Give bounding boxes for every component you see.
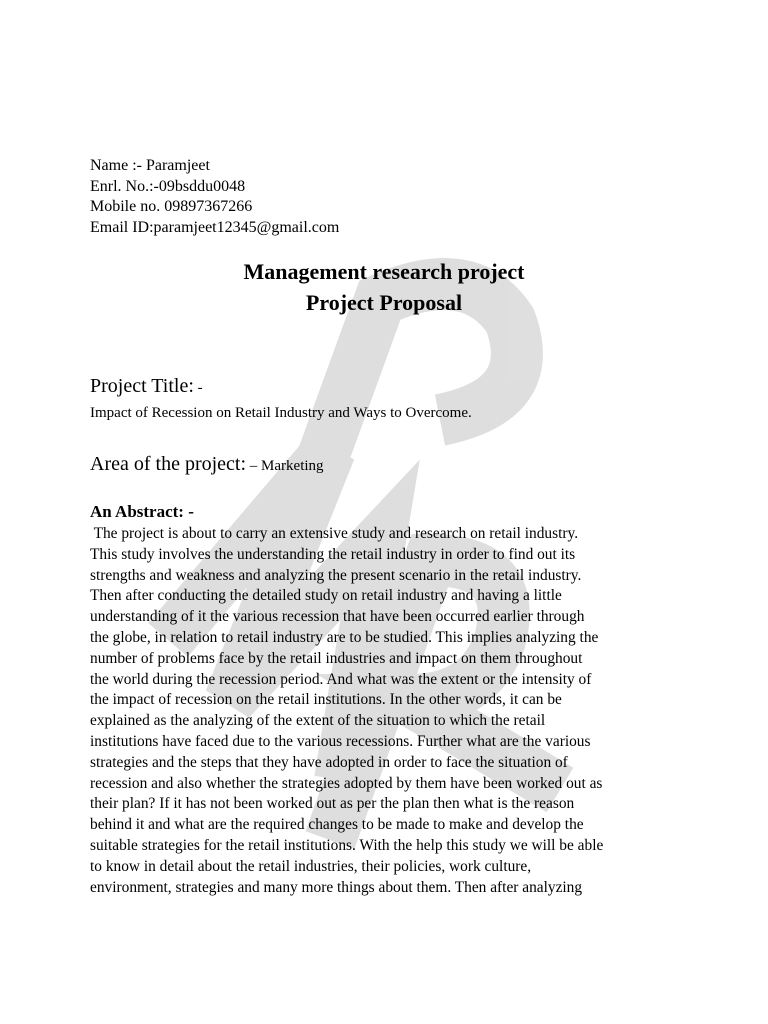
abstract-line: the world during the recession period. And what was the extent or the intensity of — [90, 670, 592, 688]
project-title-label: Project Title: — [90, 375, 194, 397]
abstract-line: explained as the analyzing of the extent of the situation to which the retail — [90, 712, 546, 730]
abstract-line: This study involves the understanding the retail industry in order to find out its — [90, 545, 576, 563]
project-title-text: Impact of Recession on Retail Industry and Ways to Overcome. — [90, 405, 472, 421]
abstract-line: behind it and what are the required changes to be made to make and develop the — [90, 816, 584, 834]
abstract-line: strengths and weakness and analyzing the present scenario in the retail industry. — [90, 566, 582, 584]
project-title-heading — [90, 373, 670, 401]
abstract-line: number of problems face by the retail industries and impact on them throughout — [90, 649, 583, 667]
area-value: – Marketing — [246, 458, 324, 474]
title-line-2: Project Proposal — [305, 290, 463, 315]
abstract-line: The project is about to carry an extensive study and research on retail industry. — [90, 525, 579, 542]
document-title — [90, 256, 678, 318]
abstract-label: An Abstract: — [90, 502, 184, 521]
abstract-heading — [90, 501, 670, 523]
mobile-number: Mobile no. 09897367266 — [90, 198, 253, 215]
abstract-line: environment, strategies and many more things about them. Then after analyzing — [90, 878, 583, 896]
email-id: Email ID:paramjeet12345@gmail.com — [90, 218, 340, 236]
area-heading — [90, 451, 670, 479]
abstract-line: Then after conducting the detailed study on retail industry and having a little — [90, 587, 562, 605]
abstract-body — [90, 524, 670, 898]
area-label: Area of the project: — [90, 453, 247, 475]
project-title-dash: - — [193, 380, 203, 396]
abstract-line: their plan? If it has not been worked out as per the plan then what is the reason — [90, 795, 575, 813]
abstract-line: understanding of it the various recession that have been occurred earlier through — [90, 608, 585, 626]
abstract-dash: - — [183, 502, 194, 521]
abstract-line: the globe, in relation to retail industry are to be studied. This implies analyzing the — [90, 628, 599, 646]
abstract-line: to know in detail about the retail industries, their policies, work culture, — [90, 857, 532, 875]
document-content — [90, 156, 670, 898]
abstract-line: suitable strategies for the retail institutions. With the help this study we will be able — [90, 836, 604, 854]
enrollment-number: Enrl. No.:-09bsddu0048 — [90, 177, 246, 195]
abstract-line: institutions have faced due to the various recessions. Further what are the various — [90, 732, 591, 750]
abstract-line: strategies and the steps that they have adopted in order to face the situation of — [90, 753, 568, 771]
abstract-line: recession and also whether the strategies adopted by them have been worked out as — [90, 774, 603, 792]
abstract-line: the impact of recession on the retail institutions. In the other words, it can be — [90, 691, 562, 709]
student-info — [90, 156, 670, 238]
student-name: Name :- Paramjeet — [90, 157, 210, 174]
title-line-1: Management research project — [243, 259, 525, 284]
